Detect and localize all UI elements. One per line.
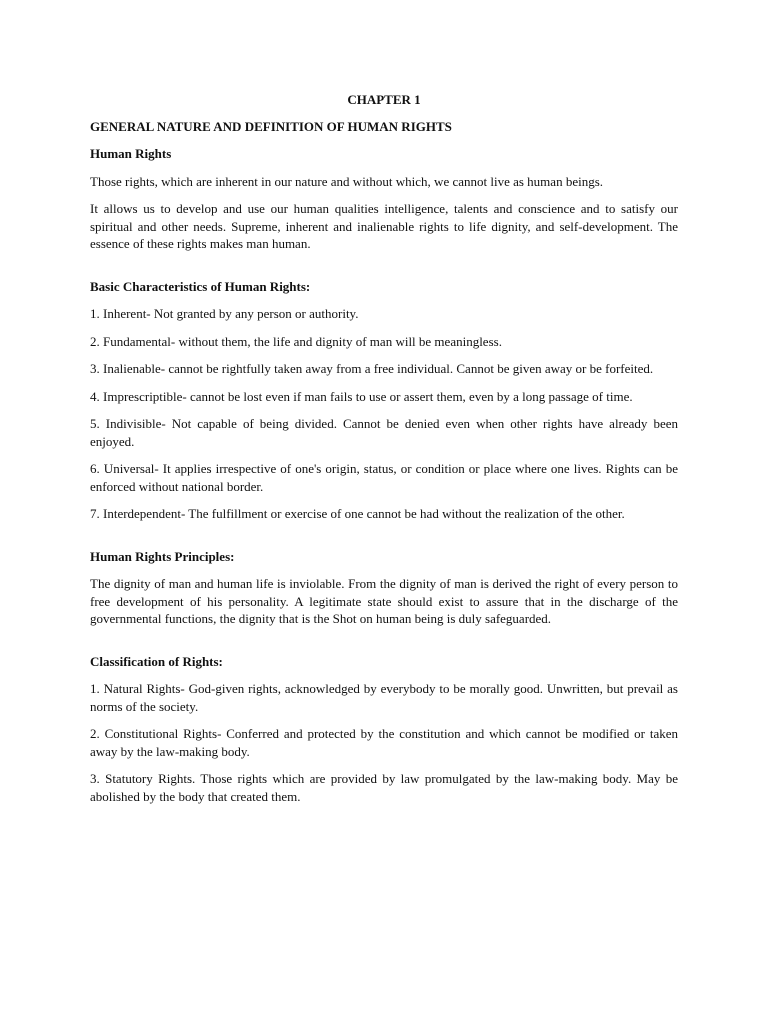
list-item: 7. Interdependent- The fulfillment or exercise of one cannot be had without the realization of the other.	[90, 506, 625, 521]
paragraph: It allows us to develop and use our human qualities intelligence, talents and conscience and to satisfy our spiritual and other needs. Supreme, inherent and inalienable rights to life dignity, and self-development. The essence of these rights makes man human.	[90, 201, 678, 251]
section-heading-classification: Classification of Rights:	[90, 653, 223, 669]
list-item: 1. Natural Rights- God-given rights, acknowledged by everybody to be morally good. Unwritten, but prevail as norms of the society.	[90, 681, 678, 714]
list-item: 3. Inalienable- cannot be rightfully taken away from a free individual. Cannot be given away or be forfeited.	[90, 361, 654, 376]
paragraph: The dignity of man and human life is inviolable. From the dignity of man is derived the right of every person to free development of his personality. A legitimate state should exist to assure that in the discharge of the governmental functions, the dignity that is the Shot on human being is duly safeguarded.	[90, 576, 678, 626]
paragraph: Those rights, which are inherent in our nature and without which, we cannot live as human beings.	[90, 173, 604, 189]
chapter-label: CHAPTER 1	[347, 92, 421, 107]
list-item: 5. Indivisible- Not capable of being divided. Cannot be denied even when other rights have already been enjoyed.	[90, 416, 678, 449]
classification-list	[90, 680, 678, 805]
section-heading-principles: Human Rights Principles:	[90, 548, 235, 564]
list-item: 3. Statutory Rights. Those rights which are provided by law promulgated by the law-making body. May be abolished by the body that created them.	[90, 771, 678, 804]
document-title: GENERAL NATURE AND DEFINITION OF HUMAN RIGHTS	[90, 118, 452, 134]
characteristics-list	[90, 305, 678, 523]
list-item: 4. Imprescriptible- cannot be lost even if man fails to use or assert them, even by a long passage of time.	[90, 388, 633, 404]
list-item: 1. Inherent- Not granted by any person or authority.	[90, 306, 359, 321]
section-heading-characteristics: Basic Characteristics of Human Rights:	[90, 278, 311, 294]
list-item: 2. Fundamental- without them, the life and dignity of man will be meaningless.	[90, 333, 502, 349]
list-item: 6. Universal- It applies irrespective of one's origin, status, or condition or place where one lives. Rights can be enforced without national border.	[90, 461, 678, 494]
list-item: 2. Constitutional Rights- Conferred and protected by the constitution and which cannot be modified or taken away by the law-making body.	[90, 726, 678, 759]
section-heading-human-rights: Human Rights	[90, 146, 172, 161]
